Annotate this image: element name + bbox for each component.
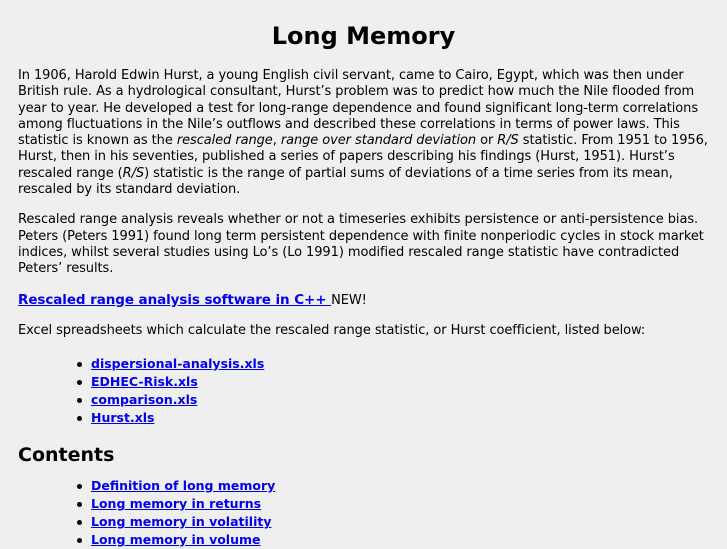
new-badge: NEW! — [331, 292, 367, 308]
spreadsheet-link[interactable]: dispersional-analysis.xls — [91, 356, 265, 372]
list-item — [91, 373, 709, 391]
intro-emphasis-1: rescaled range — [176, 133, 273, 149]
spreadsheet-link[interactable]: Hurst.xls — [91, 410, 155, 426]
software-link[interactable]: Rescaled range analysis software in C++ — [18, 291, 332, 308]
intro-emphasis-2: range over standard deviation — [280, 133, 477, 149]
spreadsheet-list — [18, 355, 709, 427]
spreadsheet-link[interactable]: comparison.xls — [91, 392, 198, 408]
contents-link[interactable]: Definition of long memory — [91, 478, 276, 494]
list-item — [91, 409, 709, 427]
list-item — [91, 513, 709, 531]
contents-link[interactable]: Long memory in returns — [91, 496, 262, 512]
contents-link[interactable]: Long memory in volume — [91, 532, 261, 548]
list-item — [91, 495, 709, 513]
list-item — [91, 355, 709, 373]
software-line — [18, 292, 709, 309]
intro-text-2: , — [272, 133, 281, 149]
page-title: Long Memory — [271, 22, 456, 50]
list-item — [91, 531, 709, 549]
list-item — [91, 477, 709, 495]
intro-emphasis-4: R/S — [122, 165, 145, 181]
intro-text-1: In 1906, Harold Edwin Hurst, a young English civil servant, came to Cairo, Egypt, which was then under British rule. As a hydrological consultant, Hurst’s problem was to predict how much the Nile flooded from year to year. He developed a test for long-range dependence and found significant long-term correlations among fluctuations in the Nile’s outflows and described these correlations in terms of power laws. This statistic is known as the — [18, 68, 699, 149]
intro-text-5: ) statistic is the range of partial sums of deviations of a time series from its mean, rescaled by its standard deviation. — [18, 165, 673, 198]
intro-text-3: or — [476, 133, 498, 149]
analysis-paragraph: Rescaled range analysis reveals whether or not a timeseries exhibits persistence or anti-persistence bias. Peters (Peters 1991) found long term persistent dependence with finite nonperiodic cycles in stock market indices, whilst several studies using Lo’s (Lo 1991) modified rescaled range statistic have contradicted Peters’ results. — [18, 212, 704, 277]
intro-emphasis-3: R/S — [497, 133, 519, 149]
intro-text-4: statistic. From 1951 to 1956, Hurst, then in his seventies, published a series of papers describing his findings (Hurst, 1951). Hurst’s rescaled range ( — [18, 133, 708, 181]
list-item — [91, 391, 709, 409]
contents-link[interactable]: Long memory in volatility — [91, 514, 272, 530]
contents-heading: Contents — [18, 444, 115, 467]
excel-intro: Excel spreadsheets which calculate the rescaled range statistic, or Hurst coefficient, listed below: — [18, 322, 646, 338]
contents-list — [18, 477, 709, 549]
spreadsheet-link[interactable]: EDHEC-Risk.xls — [91, 374, 198, 390]
intro-paragraph — [18, 68, 709, 198]
